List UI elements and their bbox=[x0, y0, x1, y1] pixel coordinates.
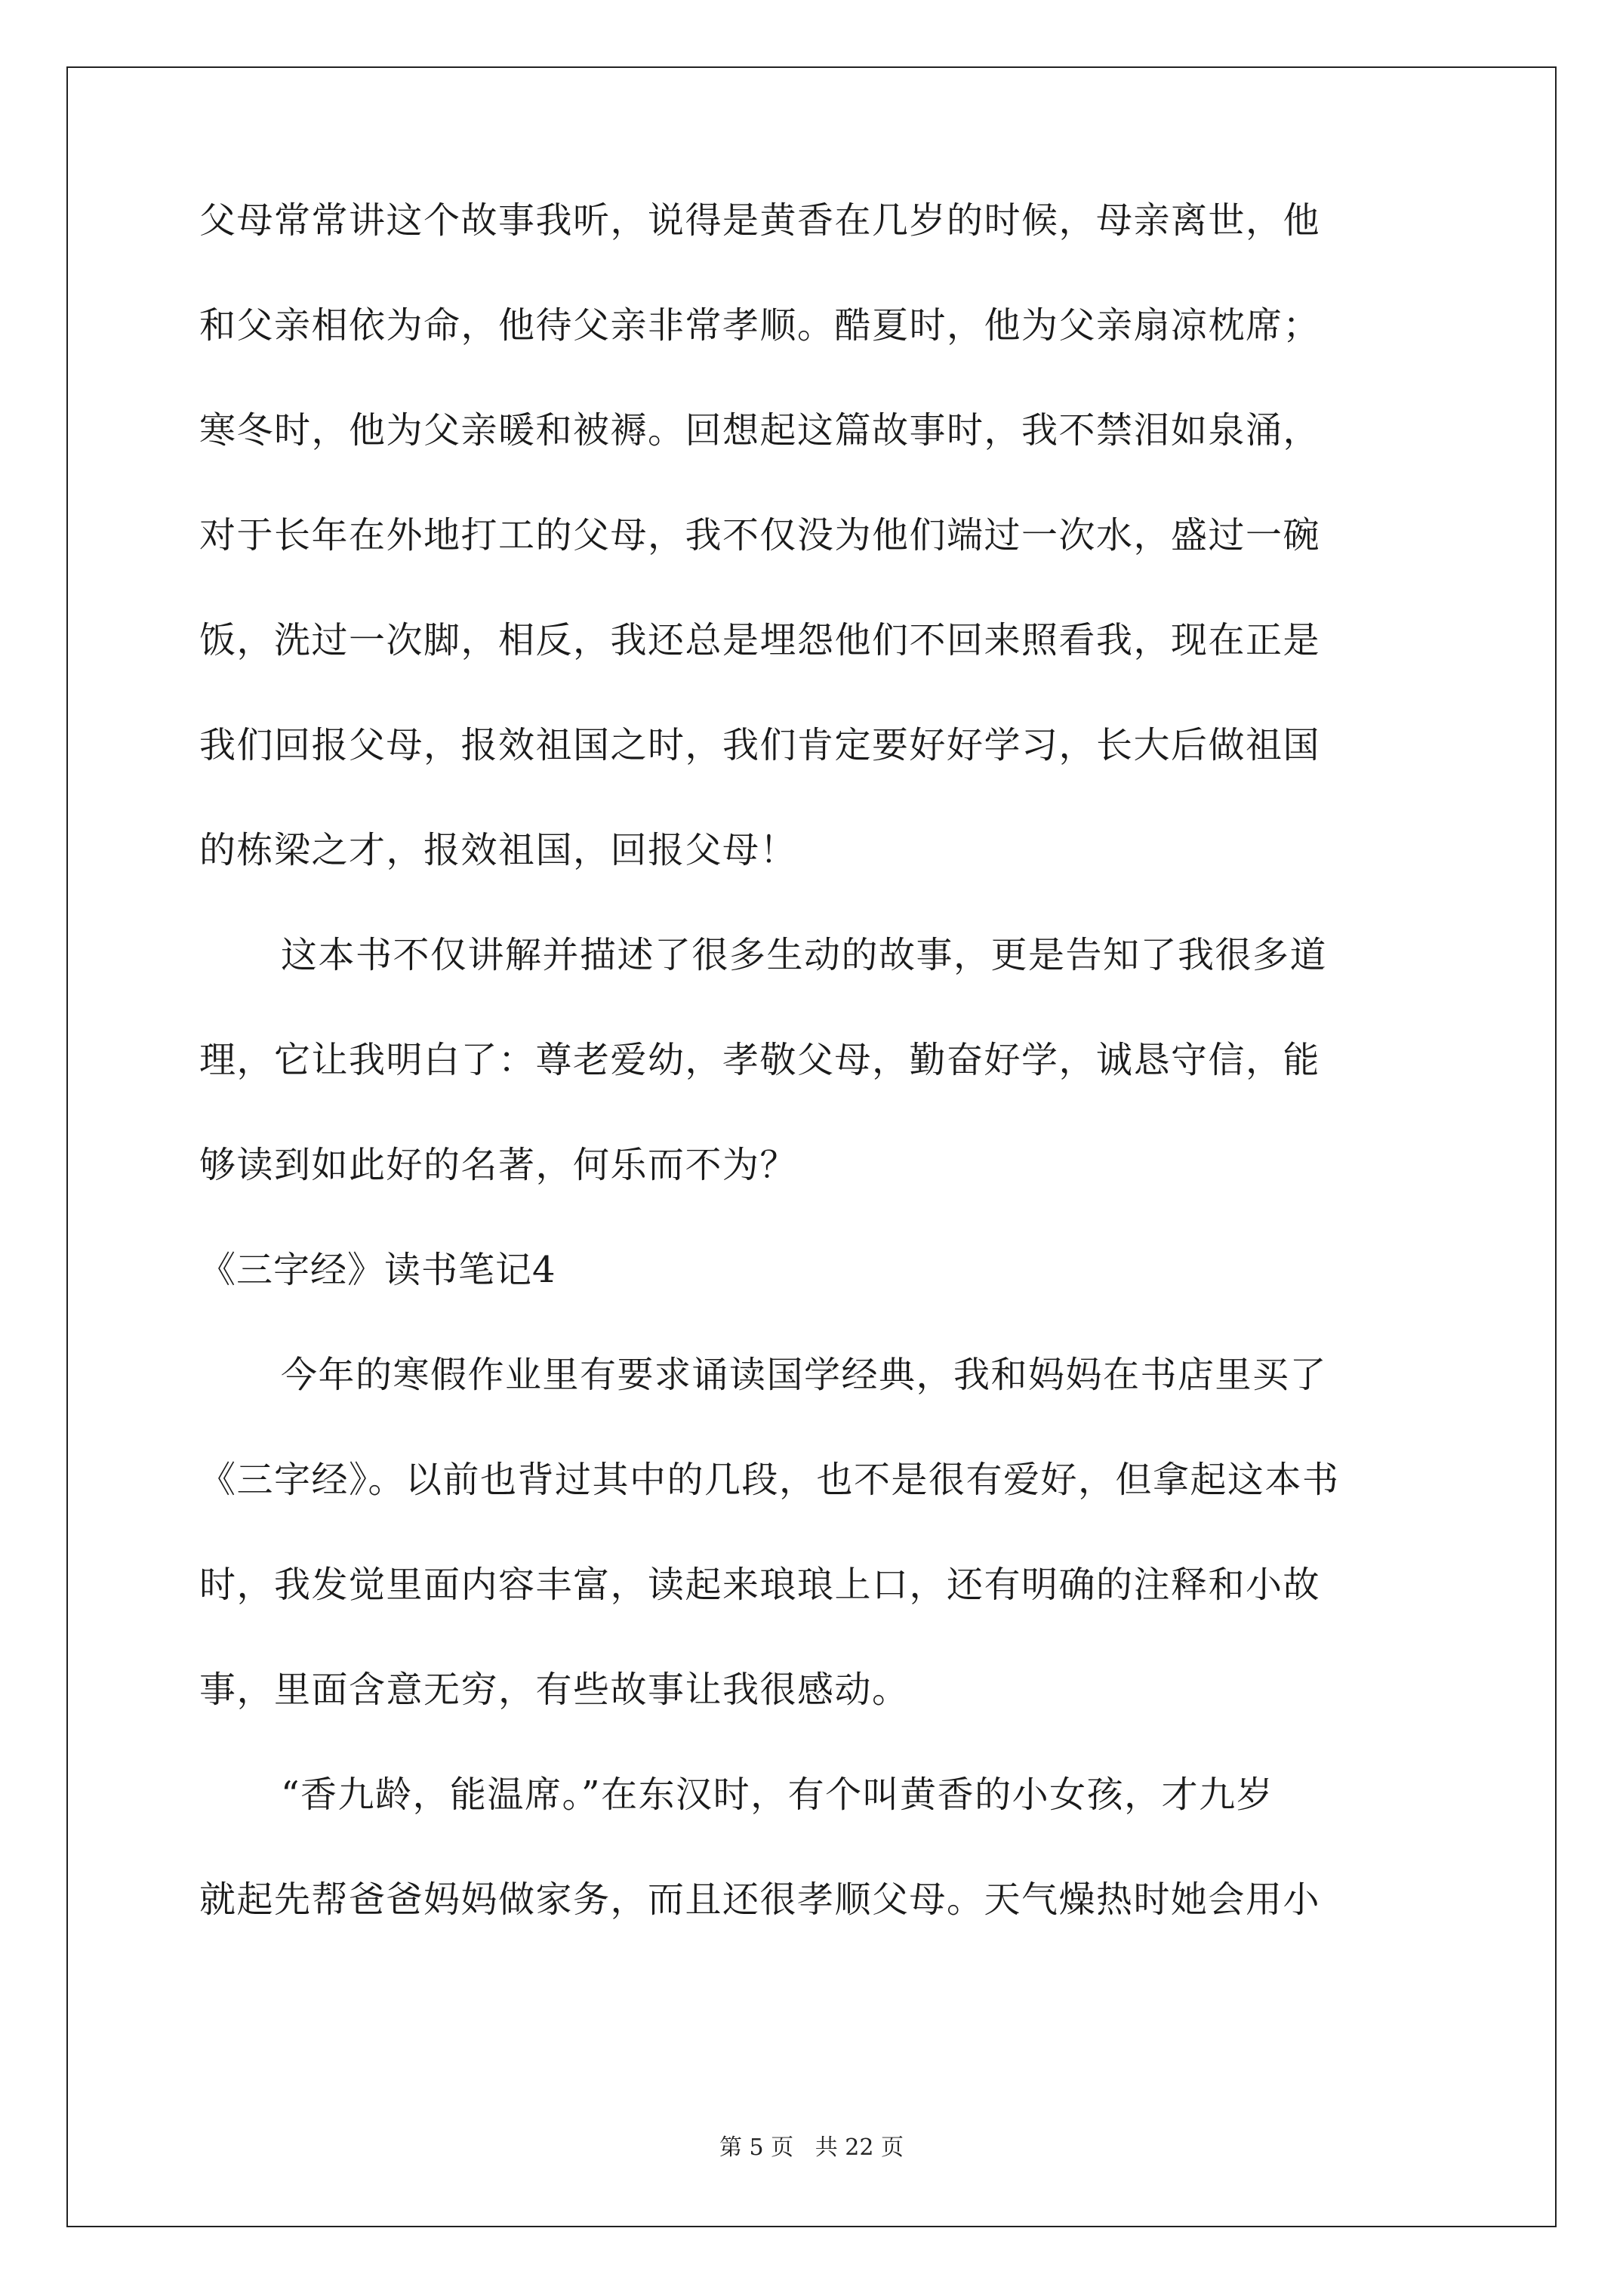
text-line: 《三字经》。以前也背过其中的几段，也不是很有爱好，但拿起这本书 bbox=[199, 1459, 1340, 1501]
text-line: 我们回报父母，报效祖国之时，我们肯定要好好学习，长大后做祖国 bbox=[199, 724, 1321, 766]
text-line: 和父亲相依为命，他待父亲非常孝顺。酷夏时，他为父亲扇凉枕席； bbox=[199, 304, 1321, 347]
text-line: 父母常常讲这个故事我听，说得是黄香在几岁的时候，母亲离世，他 bbox=[199, 199, 1321, 242]
section-heading: 《三字经》读书笔记4 bbox=[199, 1249, 556, 1291]
paragraph-start-line: 今年的寒假作业里有要求诵读国学经典，我和妈妈在书店里买了 bbox=[281, 1354, 1328, 1396]
paragraph-start-line: 这本书不仅讲解并描述了很多生动的故事，更是告知了我很多道 bbox=[281, 934, 1328, 976]
text-line: 对于长年在外地打工的父母，我不仅没为他们端过一次水，盛过一碗 bbox=[199, 514, 1321, 556]
text-line: 就起先帮爸爸妈妈做家务，而且还很孝顺父母。天气燥热时她会用小 bbox=[199, 1878, 1321, 1921]
text-line: 事，里面含意无穷，有些故事让我很感动。 bbox=[199, 1669, 910, 1711]
text-line: 时，我发觉里面内容丰富，读起来琅琅上口，还有明确的注释和小故 bbox=[199, 1564, 1321, 1606]
document-body bbox=[199, 198, 1430, 1982]
text-line: 够读到如此好的名著，何乐而不为？ bbox=[199, 1144, 798, 1186]
text-line: 饭，洗过一次脚，相反，我还总是埋怨他们不回来照看我，现在正是 bbox=[199, 619, 1321, 661]
text-line: 的栋梁之才，报效祖国，回报父母！ bbox=[199, 829, 798, 871]
text-line: 理，它让我明白了：尊老爱幼，孝敬父母，勤奋好学，诚恳守信，能 bbox=[199, 1039, 1321, 1081]
text-line: 寒冬时，他为父亲暖和被褥。回想起这篇故事时，我不禁泪如泉涌， bbox=[199, 409, 1321, 451]
page-number-footer: 第 5 页 共 22 页 bbox=[719, 2134, 904, 2161]
paragraph-start-line: “香九龄，能温席。”在东汉时，有个叫黄香的小女孩，才九岁 bbox=[281, 1774, 1274, 1816]
